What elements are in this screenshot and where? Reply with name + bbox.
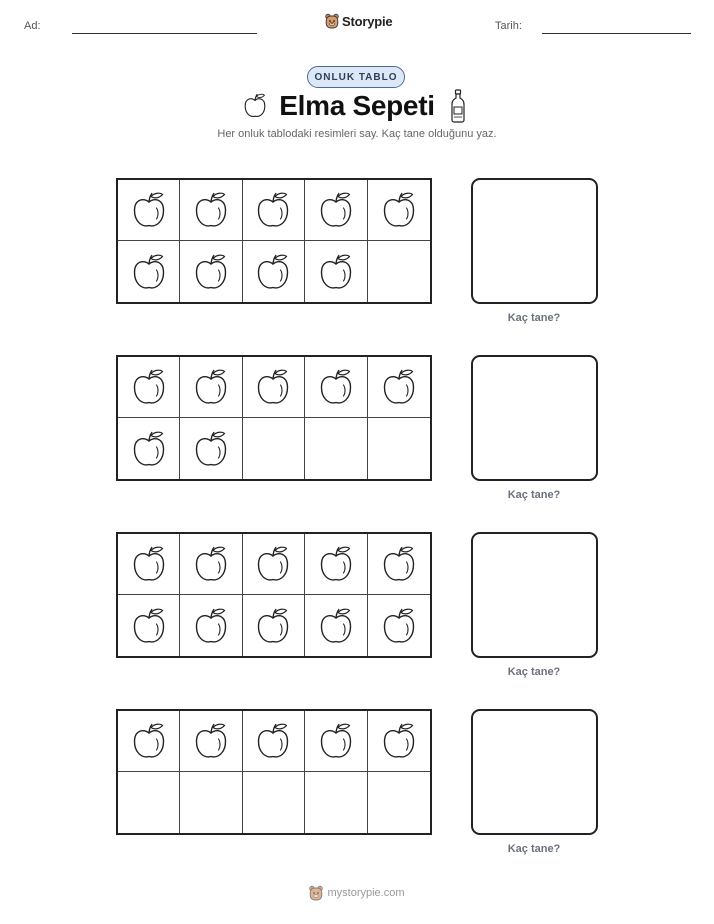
ten-frame-cell	[368, 241, 430, 302]
apple-icon	[191, 543, 231, 585]
apple-icon	[316, 189, 356, 231]
ten-frame-cell	[305, 357, 367, 418]
ten-frame-cell	[305, 241, 367, 302]
ten-frame-cell	[118, 534, 180, 595]
apple-icon	[253, 543, 293, 585]
worksheet-type-badge: ONLUK TABLO	[307, 66, 405, 88]
apple-icon	[379, 189, 419, 231]
ten-frame-cell	[368, 711, 430, 772]
apple-icon	[191, 366, 231, 408]
ten-frame-cell	[180, 772, 242, 833]
ten-frame-cell	[180, 357, 242, 418]
ten-frame-cell	[243, 357, 305, 418]
ten-frame-cell	[243, 595, 305, 656]
bear-mascot-icon	[309, 885, 323, 901]
ten-frame-cell	[243, 772, 305, 833]
apple-icon	[379, 543, 419, 585]
ten-frame-cell	[118, 418, 180, 479]
ten-frame-cell	[180, 241, 242, 302]
ten-frame-cell	[243, 180, 305, 241]
name-label: Ad:	[24, 20, 41, 32]
ten-frame-cell	[368, 772, 430, 833]
apple-icon	[316, 251, 356, 293]
ten-frame-cell	[180, 711, 242, 772]
question-label-2: Kaç tane?	[507, 489, 561, 501]
ten-frame-cell	[243, 418, 305, 479]
ten-frame-cell	[243, 241, 305, 302]
apple-icon	[191, 428, 231, 470]
apple-icon	[191, 189, 231, 231]
apple-icon	[316, 366, 356, 408]
ten-frame-cell	[118, 711, 180, 772]
date-label: Tarih:	[495, 20, 522, 32]
ten-frame-cell	[305, 418, 367, 479]
date-line[interactable]	[542, 33, 691, 34]
apple-icon	[191, 720, 231, 762]
ten-frame-cell	[305, 772, 367, 833]
ten-frame-cell	[305, 180, 367, 241]
ten-frame-4	[116, 709, 432, 835]
name-line[interactable]	[72, 33, 257, 34]
apple-icon	[253, 605, 293, 647]
apple-icon	[129, 428, 169, 470]
bear-mascot-icon	[325, 13, 339, 29]
apple-icon	[253, 251, 293, 293]
apple-icon	[191, 605, 231, 647]
brand-name: Storypie	[342, 13, 393, 29]
instructions: Her onluk tablodaki resimleri say. Kaç tane olduğunu yaz.	[217, 128, 497, 140]
apple-icon	[129, 251, 169, 293]
ten-frame-3	[116, 532, 432, 658]
footer-url: mystorypie.com	[327, 887, 405, 899]
apple-icon	[316, 543, 356, 585]
ten-frame-cell	[305, 534, 367, 595]
ten-frame-cell	[243, 711, 305, 772]
ten-frame-cell	[180, 595, 242, 656]
ten-frame-cell	[368, 534, 430, 595]
ten-frame-cell	[180, 180, 242, 241]
apple-icon	[379, 720, 419, 762]
question-label-4: Kaç tane?	[507, 843, 561, 855]
apple-icon	[253, 189, 293, 231]
ten-frame-cell	[305, 711, 367, 772]
ten-frame-cell	[118, 180, 180, 241]
apple-icon	[379, 605, 419, 647]
apple-icon	[253, 366, 293, 408]
answer-box-1[interactable]	[471, 178, 598, 304]
question-label-1: Kaç tane?	[507, 312, 561, 324]
ten-frame-cell	[180, 534, 242, 595]
ten-frame-cell	[118, 357, 180, 418]
answer-box-2[interactable]	[471, 355, 598, 481]
apple-icon	[316, 605, 356, 647]
ten-frame-2	[116, 355, 432, 481]
ten-frame-cell	[180, 418, 242, 479]
apple-icon	[191, 251, 231, 293]
brand-logo	[325, 13, 392, 29]
apple-icon	[253, 720, 293, 762]
ten-frame-cell	[368, 180, 430, 241]
ten-frame-cell	[118, 595, 180, 656]
apple-icon	[129, 605, 169, 647]
ten-frame-cell	[118, 772, 180, 833]
bottle-icon	[450, 89, 466, 123]
ten-frame-cell	[305, 595, 367, 656]
ten-frame-cell	[243, 534, 305, 595]
page-title: Elma Sepeti	[279, 90, 435, 121]
footer	[0, 885, 714, 901]
question-label-3: Kaç tane?	[507, 666, 561, 678]
apple-icon	[379, 366, 419, 408]
answer-box-3[interactable]	[471, 532, 598, 658]
ten-frame-1	[116, 178, 432, 304]
ten-frame-cell	[118, 241, 180, 302]
apple-icon	[316, 720, 356, 762]
ten-frame-cell	[368, 595, 430, 656]
apple-icon	[129, 366, 169, 408]
ten-frame-cell	[368, 357, 430, 418]
answer-box-4[interactable]	[471, 709, 598, 835]
apple-icon	[129, 720, 169, 762]
apple-icon	[129, 543, 169, 585]
apple-icon	[129, 189, 169, 231]
ten-frame-cell	[368, 418, 430, 479]
